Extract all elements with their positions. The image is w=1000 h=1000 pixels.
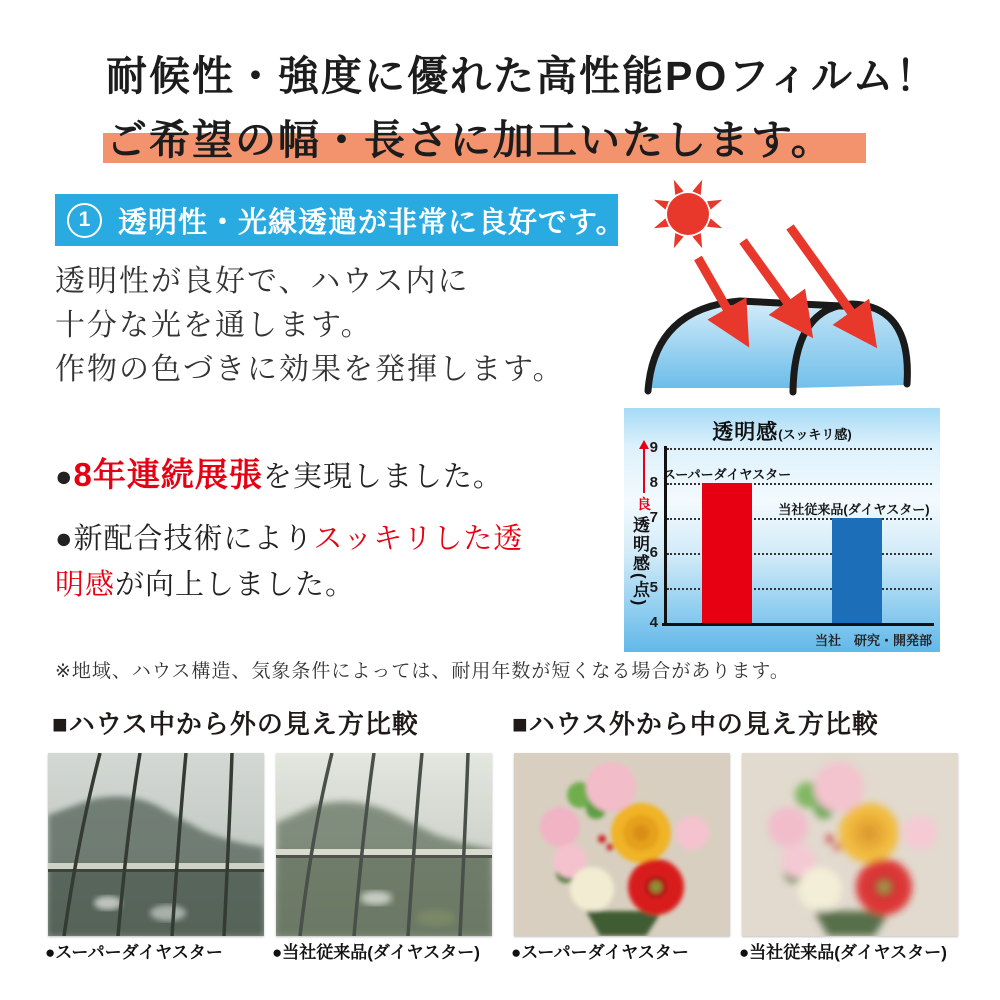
transparency-bar-chart bbox=[624, 408, 940, 652]
bullet-new-formula-highlight: スッキリした透明感 bbox=[55, 523, 524, 601]
feature-1-heading bbox=[55, 194, 626, 246]
bullet-new-formula-rest: が向上しました。 bbox=[115, 569, 356, 601]
chart-gridline bbox=[667, 448, 932, 450]
disclaimer-note: ※地域、ハウス構造、気象条件によっては、耐用年数が短くなる場合があります。 bbox=[55, 661, 790, 682]
photo-greenhouse-view-conventional bbox=[276, 753, 492, 936]
chart-y-tick: 7 bbox=[649, 509, 658, 526]
comparison-right-title: ■ハウス外から中の見え方比較 bbox=[512, 709, 879, 739]
bullet-8-years-rest: を実現しました。 bbox=[262, 461, 503, 493]
chart-title: 透明感(スッキリ感) bbox=[712, 421, 852, 444]
sun-ray bbox=[692, 233, 702, 248]
chart-y-tick: 4 bbox=[649, 614, 658, 631]
photo-caption: ●スーパーダイヤスター bbox=[511, 943, 689, 962]
photo-caption: ●当社従来品(ダイヤスター) bbox=[739, 943, 947, 962]
sun-ray bbox=[674, 180, 684, 195]
chart-y-tick: 8 bbox=[649, 474, 658, 491]
chart-y-tick: 6 bbox=[649, 544, 658, 561]
flower-bouquet-photo bbox=[742, 753, 958, 936]
sun-icon bbox=[654, 180, 722, 248]
chart-source: 当社 研究・開発部 bbox=[814, 633, 932, 648]
bullet-new-formula-start: ●新配合技術により bbox=[55, 523, 314, 555]
sun-ray bbox=[707, 218, 722, 228]
photo-caption: ●スーパーダイヤスター bbox=[45, 943, 223, 962]
page-title-line2: ご希望の幅・長さに加工いたします。 bbox=[106, 117, 834, 163]
chart-y-tick: 5 bbox=[649, 579, 658, 596]
photo-caption: ●当社従来品(ダイヤスター) bbox=[272, 943, 480, 962]
chart-x-axis bbox=[662, 623, 934, 626]
feature-1-heading-text: 透明性・光線透過が非常に良好です。 bbox=[118, 206, 626, 239]
page-title bbox=[106, 44, 938, 172]
sun-ray bbox=[654, 218, 669, 228]
circled-number-1: 1 bbox=[67, 203, 102, 238]
page-title-line1: 耐候性・強度に優れた高性能POフィルム！ bbox=[106, 53, 939, 99]
chart-y-tick: 9 bbox=[649, 439, 658, 456]
greenhouse-view-photo bbox=[276, 753, 492, 936]
sun-ray bbox=[654, 200, 669, 210]
bullet-dot: ● bbox=[55, 461, 74, 493]
feature-1-description-line2: 十分な光を通します。 bbox=[55, 309, 373, 342]
feature-1-description-line3: 作物の色づきに効果を発揮します。 bbox=[55, 353, 565, 386]
photo-greenhouse-view-super bbox=[48, 753, 264, 936]
bullet-new-formula bbox=[55, 516, 547, 608]
greenhouse-sunlight-illustration bbox=[620, 170, 950, 400]
photo-flowers-conventional bbox=[742, 753, 958, 936]
flower-bouquet-photo bbox=[514, 753, 730, 936]
chart-bar-super-diastar bbox=[702, 483, 752, 623]
bullet-8-years-highlight: 8年連続展張 bbox=[73, 456, 263, 493]
chart-bar-label: 当社従来品(ダイヤスター) bbox=[778, 502, 930, 517]
sun-ray bbox=[674, 233, 684, 248]
feature-1-description-line1: 透明性が良好で、ハウス内に bbox=[55, 265, 470, 298]
photo-flowers-super bbox=[514, 753, 730, 936]
chart-bar-label: スーパーダイヤスター bbox=[662, 467, 792, 482]
chart-y-axis-label: 透明感(点) bbox=[630, 516, 649, 608]
good-label: 良 bbox=[637, 496, 651, 512]
bullet-8-years bbox=[55, 452, 503, 500]
sun-ray bbox=[692, 180, 702, 195]
feature-1-description bbox=[55, 260, 565, 392]
chart-bar-conventional bbox=[832, 518, 882, 623]
comparison-left-title: ■ハウス中から外の見え方比較 bbox=[52, 709, 419, 739]
greenhouse-view-photo bbox=[48, 753, 264, 936]
sun-ray bbox=[707, 200, 722, 210]
